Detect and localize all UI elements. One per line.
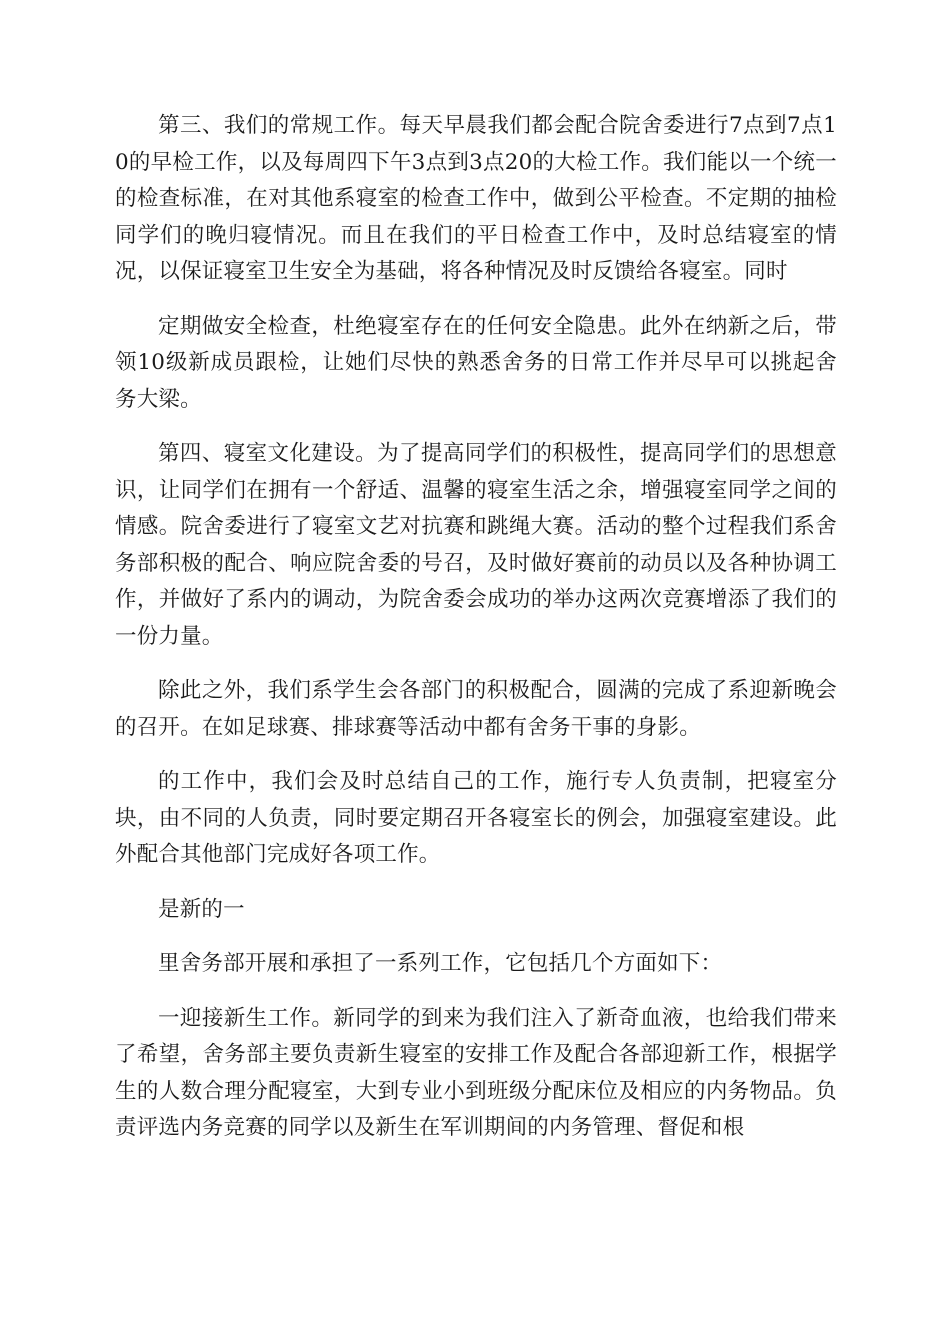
paragraph-summary: 的工作中，我们会及时总结自己的工作，施行专人负责制，把寝室分块，由不同的人负责，同时要定期召开各寝室长的例会，加强寝室建设。此外配合其他部门完成好各项工作。 bbox=[115, 769, 837, 867]
paragraph-welcome-freshmen: 一迎接新生工作。新同学的到来为我们注入了新奇血液，也给我们带来了希望，舍务部主要负责新生寝室的安排工作及配合各部迎新工作，根据学生的人数合理分配寝室，大到专业小到班级分配床位及相应的内务物品。负责评选内务竞赛的同学以及新生在军训期间的内务管理、督促和根 bbox=[115, 1005, 837, 1140]
paragraph-overview: 里舍务部开展和承担了一系列工作，它包括几个方面如下： bbox=[158, 951, 723, 976]
paragraph-routine-work: 第三、我们的常规工作。每天早晨我们都会配合院舍委进行7点到7点10的早检工作，以及每周四下午3点到3点20的大检工作。我们能以一个统一的检查标准，在对其他系寝室的检查工作中，做到公平检查。不定期的抽检同学们的晚归寝情况。而且在我们的平日检查工作中，及时总结寝室的情况，以保证寝室卫生安全为基础，将各种情况及时反馈给各寝室。同时 bbox=[115, 113, 837, 284]
paragraph-safety-check: 定期做安全检查，杜绝寝室存在的任何安全隐患。此外在纳新之后，带领10级新成员跟检，让她们尽快的熟悉舍务的日常工作并尽早可以挑起舍务大梁。 bbox=[115, 313, 837, 412]
paragraph-cooperation: 除此之外，我们系学生会各部门的积极配合，圆满的完成了系迎新晚会的召开。在如足球赛、排球赛等活动中都有舍务干事的身影。 bbox=[115, 678, 837, 740]
paragraph-fragment: 是新的一 bbox=[158, 896, 245, 922]
document-body bbox=[115, 108, 837, 1165]
paragraph-dorm-culture: 第四、寝室文化建设。为了提高同学们的积极性，提高同学们的思想意识，让同学们在拥有一个舒适、温馨的寝室生活之余，增强寝室同学之间的情感。院舍委进行了寝室文艺对抗赛和跳绳大赛。活动的整个过程我们系舍务部积极的配合、响应院舍委的号召，及时做好赛前的动员以及各种协调工作，并做好了系内的调动，为院舍委会成功的举办这两次竞赛增添了我们的一份力量。 bbox=[115, 441, 837, 649]
